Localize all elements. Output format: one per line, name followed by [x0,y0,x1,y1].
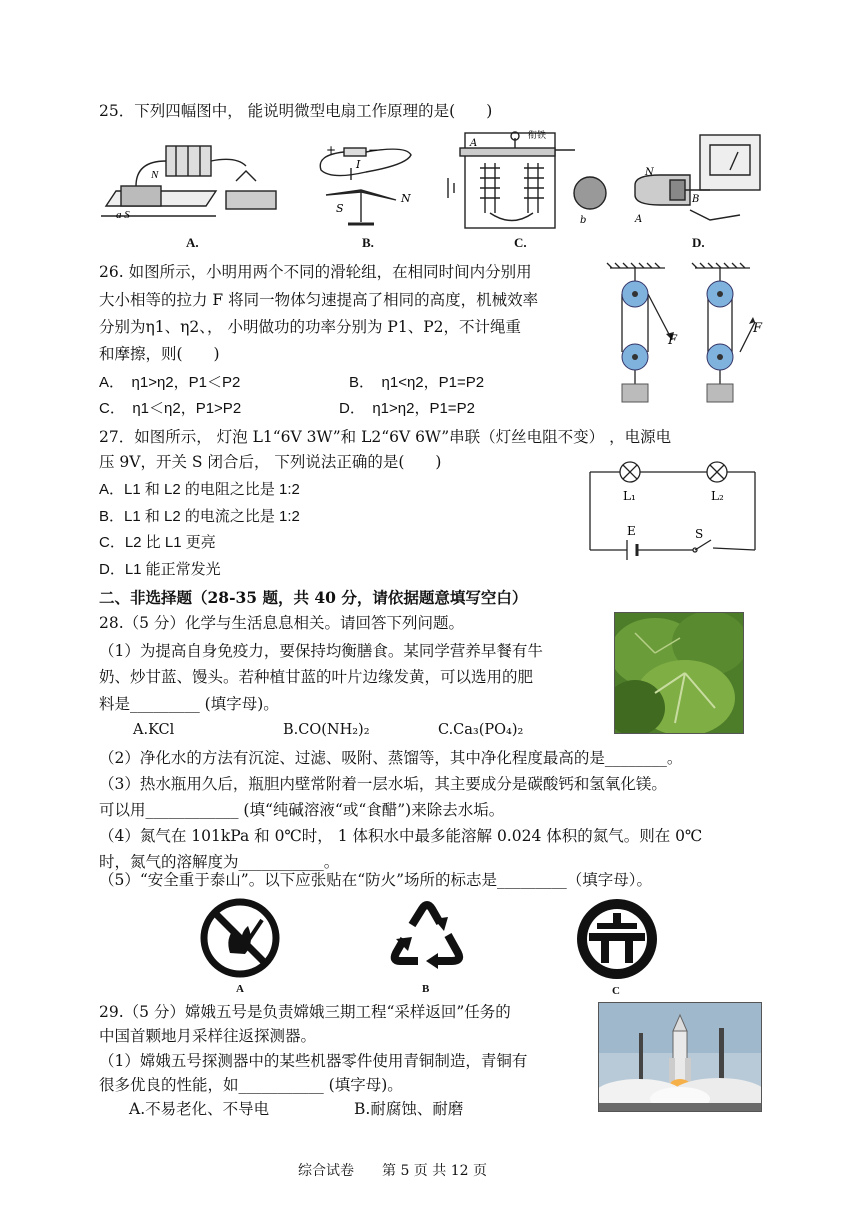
q27-option-a: A．L1 和 L2 的电阻之比是 1:2 [99,481,300,498]
page-footer: 综合试卷 第 5 页 共 12 页 [298,1163,487,1179]
q25c-letter-b: b [580,215,587,226]
q26-option-b: B． η1<η2，P1=P2 [349,374,485,391]
q27-option-d: D．L1 能正常发光 [99,561,221,578]
q28-p4-line-1: （4）氮气在 101kPa 和 0℃时， 1 体积水中最多能溶解 0.024 体积的氮气。则在 0℃ [99,827,703,845]
q25-label-d: D. [692,235,705,250]
q29-line-1: 29.（5 分）嫦娥五号是负责嫦娥三期工程“采样返回”任务的 [99,1003,511,1021]
q27-option-c: C．L2 比 L1 更亮 [99,534,216,551]
q28-p1-line-1: （1）为提高自身免疫力，要保持均衡膳食。某同学营养早餐有牛 [99,642,543,660]
cabbage-photo [614,612,744,734]
q25b-minus: − [368,143,379,157]
q25-figure-a [96,136,281,226]
q28-p1-line-2: 奶、炒甘蓝、馒头。若种植甘蓝的叶片边缘发黄，可以选用的肥 [99,668,534,686]
q27-label-l1: L₁ [623,489,636,503]
q25-stem: 25．下列四幅图中， 能说明微型电扇工作原理的是( ) [99,102,493,120]
q28-intro: 28.（5 分）化学与生活息息相关。请回答下列问题。 [99,614,464,632]
q27-line-1: 27．如图所示， 灯泡 L1“6V 3W”和 L2“6V 6W”串联（灯丝电阻不变） ，电源电 [99,428,672,446]
q29-line-3: （1）嫦娥五号探测器中的某些机器零件使用青铜制造，青铜有 [99,1052,528,1070]
q29-line-4: 很多优良的性能，如___________ (填字母)。 [99,1076,403,1094]
q25c-letter-a: A [470,138,478,149]
q27-label-s: S [695,527,704,541]
q25d-letter-b: B [692,194,700,205]
q25-label-b: B. [362,235,374,250]
q27-line-2: 压 9V，开关 S 闭合后， 下列说法正确的是( ) [99,453,442,471]
q28-p1-option-b: B.CO(NH₂)₂ [283,722,370,738]
recycle-sign-icon [382,895,472,980]
q27-circuit-diagram [585,460,760,560]
q28-p1-option-c: C.Ca₃(PO₄)₂ [438,722,524,738]
q26-option-a: A． η1>η2，P1＜P2 [99,374,241,391]
sign-label-b: B [422,983,430,995]
q26-option-d: D． η1>η2，P1=P2 [339,400,475,417]
q26-pulley-figure [600,262,770,410]
sign-label-a: A [236,983,244,995]
q29-option-b: B.耐腐蚀、耐磨 [354,1100,464,1118]
q26-option-c: C． η1＜η2，P1>P2 [99,400,242,417]
q27-option-b: B．L1 和 L2 的电流之比是 1:2 [99,508,300,525]
q29-line-2: 中国首颗地月采样往返探测器。 [99,1027,317,1045]
q25-label-c: C. [514,235,527,250]
q28-p3-line-1: （3）热水瓶用久后，瓶胆内壁常附着一层水垢，其主要成分是碳酸钙和氢氧化镁。 [99,775,667,793]
rocket-launch-photo [598,1002,762,1112]
sign-label-c: C [612,985,620,997]
q26-line-4: 和摩擦，则( ) [99,345,220,363]
q25-label-a: A. [186,235,199,250]
q26-line-3: 分别为η1、η2、， 小明做功的功率分别为 P1、P2，不计绳重 [99,318,521,336]
q28-p2: （2）净化水的方法有沉淀、过滤、吸附、蒸馏等，其中净化程度最高的是________。 [99,749,683,767]
q25b-plus: + [326,143,337,157]
q28-p1-option-a: A.KCl [133,722,175,738]
section-2-heading: 二、非选择题（28-35 题，共 40 分，请依据题意填写空白） [99,588,528,607]
q25d-letter-a: A [635,214,643,225]
q25b-letter-s: S [336,202,344,215]
q26-line-2: 大小相等的拉力 F 将同一物体匀速提高了相同的高度，机械效率 [99,291,539,309]
q25a-letter-as: a S [116,209,130,221]
q28-p1-line-3: 料是_________ (填字母)。 [99,695,279,713]
q26-force-label-left: F [668,333,678,348]
q29-option-a: A.不易老化、不导电 [129,1100,270,1118]
q25-figure-c [440,128,615,233]
q26-force-label-right: F [753,321,763,336]
q25a-letter-n: N [151,169,159,181]
q28-p5: （5）“安全重于泰山”。以下应张贴在“防火”场所的标志是_________（填字母）。 [99,871,653,889]
q28-p4-line-2: 时，氮气的溶解度为___________。 [99,853,340,871]
q27-label-e: E [627,524,636,538]
q25c-label-armature: 衔铁 [528,131,547,141]
q25-figure-d [630,130,765,230]
q25b-current-i: I [356,158,361,171]
q26-line-1: 26. 如图所示，小明用两个不同的滑轮组，在相同时间内分别用 [99,263,532,281]
q27-label-l2: L₂ [711,489,724,503]
q25-figure-b [306,140,426,230]
q25b-letter-n: N [401,192,411,205]
water-saving-sign-icon [573,895,661,983]
q28-p3-line-2: 可以用____________ (填“纯碱溶液“或“食醋”)来除去水垢。 [99,801,505,819]
no-fire-sign-icon [200,898,280,978]
q25d-letter-n: N [645,167,654,178]
